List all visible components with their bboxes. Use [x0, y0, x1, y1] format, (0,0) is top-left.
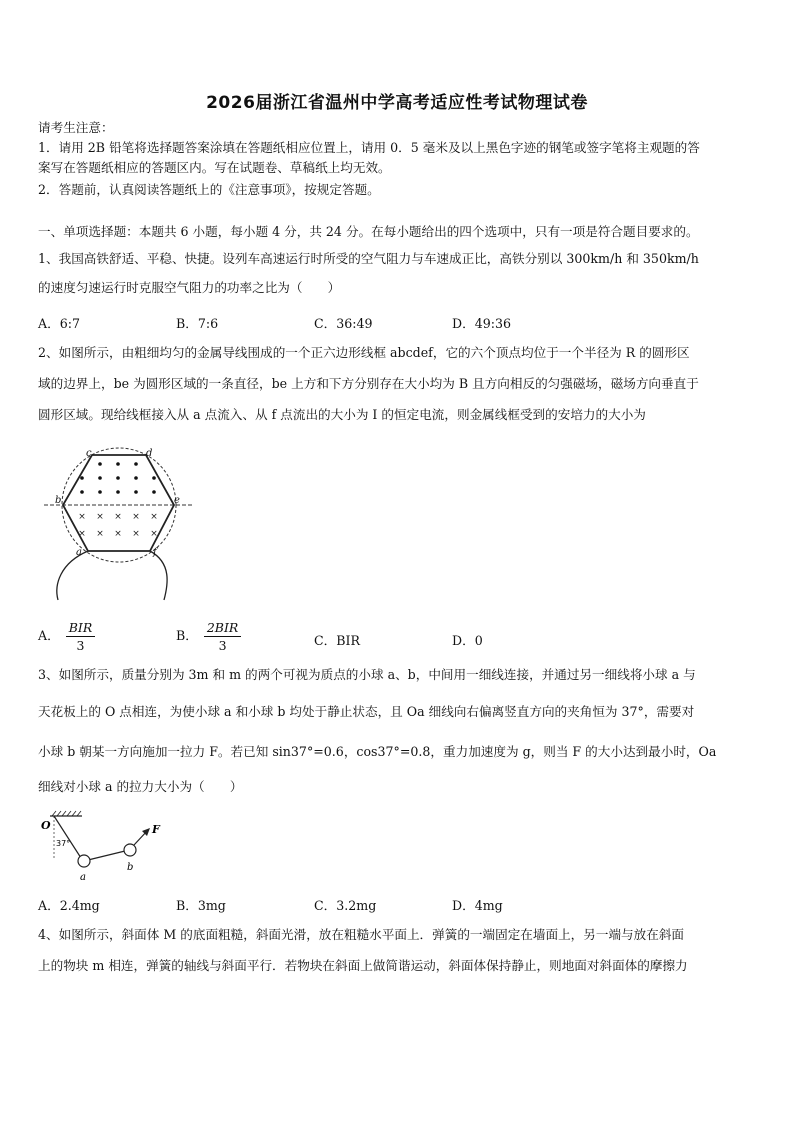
lead-wire-f: [150, 551, 167, 600]
field-crosses: [78, 512, 158, 539]
question-3-option-d: D．4mg: [452, 898, 503, 913]
field-dots: [80, 462, 156, 494]
vertex-label-b: b: [55, 495, 62, 506]
question-2-option-c: C．BIR: [314, 633, 360, 648]
question-1-option-d: D．49:36: [452, 316, 511, 331]
question-2-line-2: 域的边界上，be 为圆形区域的一条直径，be 上方和下方分别存在大小均为 B 且方向相反的匀强磁场，磁场方向垂直于: [38, 376, 699, 391]
vertex-label-f: f: [153, 547, 157, 558]
page-title: 2026届浙江省温州中学高考适应性考试物理试卷: [206, 93, 588, 113]
vertex-label-a: a: [76, 547, 82, 558]
question-3-option-c: C．3.2mg: [314, 898, 377, 913]
hexagon-field-figure: [40, 445, 200, 605]
question-1-option-b: B．7:6: [176, 316, 219, 331]
fraction-bir-over-3: $\frac{\text{BIR}}{3}$: [66, 620, 96, 653]
question-3-line-1: 3、如图所示，质量分别为 3m 和 m 的两个可视为质点的小球 a、b，中间用一细线连接，并通过另一细线将小球 a 与: [38, 667, 696, 682]
svg-text:×: ×: [132, 512, 140, 522]
notice-heading: 请考生注意：: [38, 120, 114, 135]
notice-item-1-line-1: 1．请用 2B 铅笔将选择题答案涂填在答题纸相应位置上，请用 0．5 毫米及以上黑色字迹的钢笔或签字笔将主观题的答: [38, 140, 700, 155]
svg-text:×: ×: [114, 512, 122, 522]
ceiling-hatch: [52, 811, 81, 816]
question-4-line-1: 4、如图所示，斜面体 M 的底面粗糙，斜面光滑，放在粗糙水平面上．弹簧的一端固定在墙面上，另一端与放在斜面: [38, 927, 685, 942]
ball-a: [78, 855, 90, 867]
label-a: a: [80, 872, 86, 883]
svg-text:×: ×: [96, 529, 104, 539]
string-oa: [54, 816, 81, 858]
lead-wire-a: [57, 551, 88, 600]
question-3-line-4: 细线对小球 a 的拉力大小为（ ）: [38, 779, 243, 794]
question-2-line-1: 2、如图所示，由粗细均匀的金属导线围成的一个正六边形线框 abcdef，它的六个顶点均位于一个半径为 R 的圆形区: [38, 345, 690, 360]
question-2-option-a: A． $\frac{\text{BIR}}{3}$: [38, 620, 95, 653]
vertex-label-d: d: [146, 448, 153, 459]
label-o: O: [41, 819, 51, 832]
question-3-option-b: B．3mg: [176, 898, 226, 913]
label-angle: 37°: [56, 839, 71, 848]
svg-text:×: ×: [78, 512, 86, 522]
question-2-option-d: D．0: [452, 633, 483, 648]
question-3-line-2: 天花板上的 O 点相连，为使小球 a 和小球 b 均处于静止状态，且 Oa 细线向右偏离竖直方向的夹角恒为 37°，需要对: [38, 704, 695, 719]
question-1-line-2: 的速度匀速运行时克服空气阻力的功率之比为（ ）: [38, 280, 341, 295]
question-2-line-3: 圆形区域。现给线框接入从 a 点流入、从 f 点流出的大小为 I 的恒定电流，则金属线框受到的安培力的大小为: [38, 407, 646, 422]
svg-text:×: ×: [114, 529, 122, 539]
svg-text:×: ×: [150, 512, 158, 522]
question-4-line-2: 上的物块 m 相连，弹簧的轴线与斜面平行．若物块在斜面上做简谐运动，斜面体保持静止，则地面对斜面体的摩擦力: [38, 958, 688, 973]
question-3-line-3: 小球 b 朝某一方向施加一拉力 F。若已知 sin37°=0.6，cos37°=0.8，重力加速度为 g，则当 F 的大小达到最小时，Oa: [38, 744, 717, 759]
svg-text:×: ×: [96, 512, 104, 522]
svg-text:×: ×: [132, 529, 140, 539]
question-2-option-b: B． $\frac{\text{2BIR}}{3}$: [176, 620, 241, 653]
notice-item-1-line-2: 案写在答题纸相应的答题区内。写在试题卷、草稿纸上均无效。: [38, 160, 391, 175]
notice-item-2: 2．答题前，认真阅读答题纸上的《注意事项》，按规定答题。: [38, 182, 380, 197]
question-1-option-c: C．36:49: [314, 316, 373, 331]
fraction-2bir-over-3: $\frac{\text{2BIR}}{3}$: [204, 620, 242, 653]
question-1-option-a: A．6:7: [38, 316, 80, 331]
svg-text:×: ×: [150, 529, 158, 539]
label-f: F: [152, 823, 160, 836]
section-heading: 一、单项选择题：本题共 6 小题，每小题 4 分，共 24 分。在每小题给出的四个选项中，只有一项是符合题目要求的。: [38, 224, 699, 239]
vertex-label-e: e: [174, 495, 180, 506]
question-1-line-1: 1、我国高铁舒适、平稳、快捷。设列车高速运行时所受的空气阻力与车速成正比，高铁分别以 300km/h 和 350km/h: [38, 251, 699, 266]
ball-b: [124, 844, 136, 856]
string-ab: [88, 851, 125, 860]
label-b: b: [127, 862, 134, 873]
hanging-balls-figure: [36, 808, 176, 884]
vertex-label-c: c: [86, 448, 92, 459]
svg-text:×: ×: [78, 529, 86, 539]
question-3-option-a: A．2.4mg: [38, 898, 100, 913]
